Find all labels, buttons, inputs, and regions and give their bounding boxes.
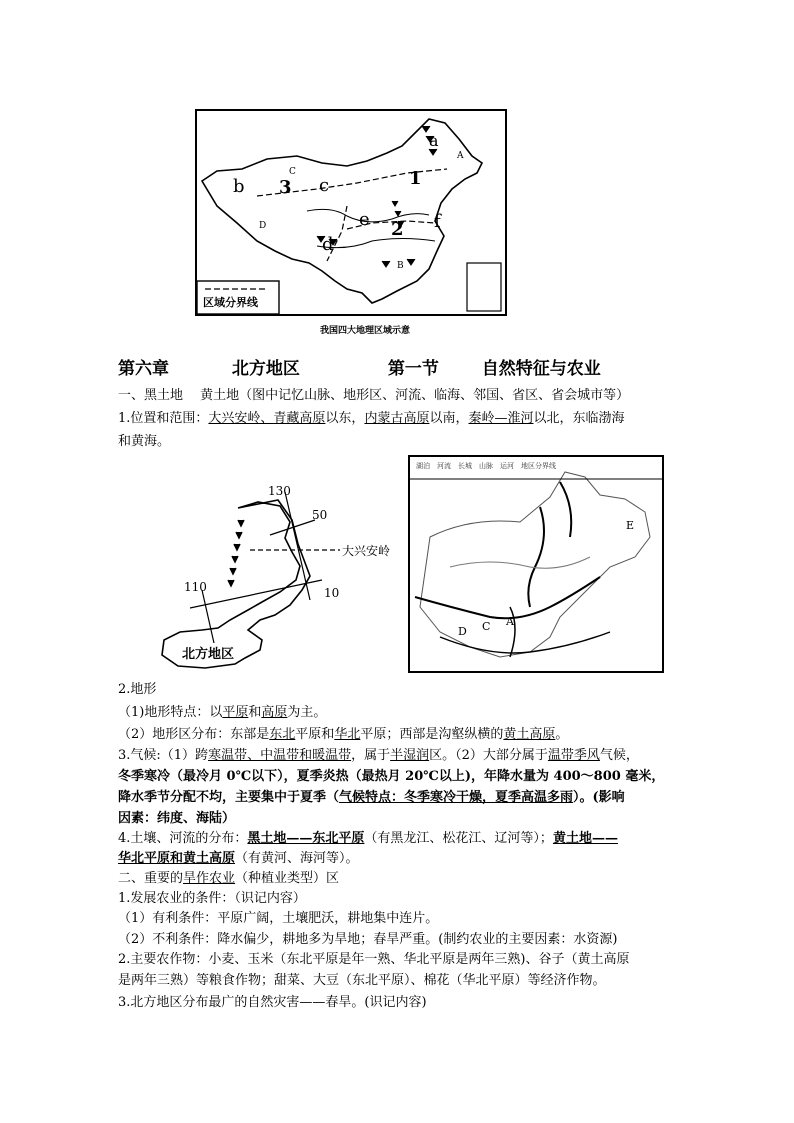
line-18: 是两年三熟）等粮食作物；甜菜、大豆（东北平原）、棉花（华北平原）等经济作物。 [118,973,606,988]
line-17: 2.主要农作物：小麦、玉米（东北平原是年一熟、华北平原是两年三熟)、谷子（黄土高原 [118,952,630,967]
page-title [118,354,601,379]
region-title: 北方地区 [231,359,300,379]
detail-letter-e: E [626,519,635,532]
region-letter-d: D [259,221,267,231]
marker-e: e [359,209,370,230]
line-2: 1.位置和范围：大兴安岭、青藏高原以东，内蒙古高原以南，秦岭—淮河以北，东临渤海 [118,411,625,426]
marker-2: 2 [391,219,404,240]
region-map-drawing [197,111,505,314]
marker-d: d [322,234,334,255]
marker-a: a [429,131,439,150]
line-4: 2.地形 [118,682,157,697]
line-14: 1.发展农业的条件：（识记内容） [118,891,306,906]
line-7: 3.气候:（1）跨寒温带、中温带和暖温带，属于半湿润区。（2）大部分属于温带季风气候， [118,748,639,763]
line-19: 3.北方地区分布最广的自然灾害——春旱。(识记内容) [118,995,427,1010]
detail-map-legend: 湖泊 河流 长城 山脉 运河 地区分界线 [416,462,556,470]
marker-b: b [233,176,245,197]
line-13: 二、重要的旱作农业（种植业类型）区 [118,871,340,886]
line-1: 一、黑土地 黄土地（图中记忆山脉、地形区、河流、临海、邻国、省区、省会城市等） [118,388,630,403]
detail-letter-a: A [506,615,514,628]
line-9: 降水季节分配不均，主要集中于夏季（气候特点：冬季寒冷干燥，夏季高温多雨）。(影响 [118,790,625,805]
detail-letter-c: C [482,620,491,633]
marker-3: 3 [279,177,292,198]
region-letter-a: A [457,151,464,161]
region-letter-b: B [397,261,404,271]
north-region-detail-map [408,455,664,673]
marker-c: c [319,175,330,196]
line-6: （2）地形区分布：东部是东北平原和华北平原；西部是沟壑纵横的黄土高原。 [118,727,569,742]
line-11: 4.土壤、河流的分布：黑土地——东北平原（有黑龙江、松花江、辽河等）；黄土地—— [118,831,618,846]
line-3: 和黄海。 [118,434,171,449]
section-title: 第一节 [387,359,439,379]
region-map [195,109,507,316]
line-15: （1）有利条件：平原广阔，土壤肥沃，耕地集中连片。 [118,911,439,926]
marker-1: 1 [409,168,422,189]
chapter-title: 第六章 [118,359,169,379]
north-region-detail-drawing [410,457,662,671]
topic-title: 自然特征与农业 [481,359,601,379]
line-10: 因素：纬度、海陆） [118,811,236,826]
lat-40-label: 10 [324,586,340,600]
map-caption: 我国四大地理区域示意 [320,326,411,336]
line-8: 冬季寒冷（最冷月 0℃以下），夏季炎热（最热月 20℃以上)，年降水量为 400～800 毫米， [118,769,665,784]
legend-label: 区域分界线 [203,296,258,309]
line-12: 华北平原和黄土高原（有黄河、海河等）。 [118,851,359,866]
lon-130-label: 130 [268,484,291,498]
lat-50-label: 50 [312,508,328,522]
detail-letter-d: D [458,625,467,638]
north-region-label: 北方地区 [182,643,234,662]
marker-f: f [434,211,441,232]
region-letter-c: C [289,167,296,177]
north-region-sketch [150,480,420,680]
lon-110-label: 110 [184,580,207,594]
line-5: （1)地形特点：以平原和高原为主。 [118,705,327,720]
dxal-label: 大兴安岭 [342,544,391,558]
line-16: （2）不利条件：降水偏少，耕地多为旱地；春旱严重。(制约农业的主要因素：水资源) [118,932,618,947]
